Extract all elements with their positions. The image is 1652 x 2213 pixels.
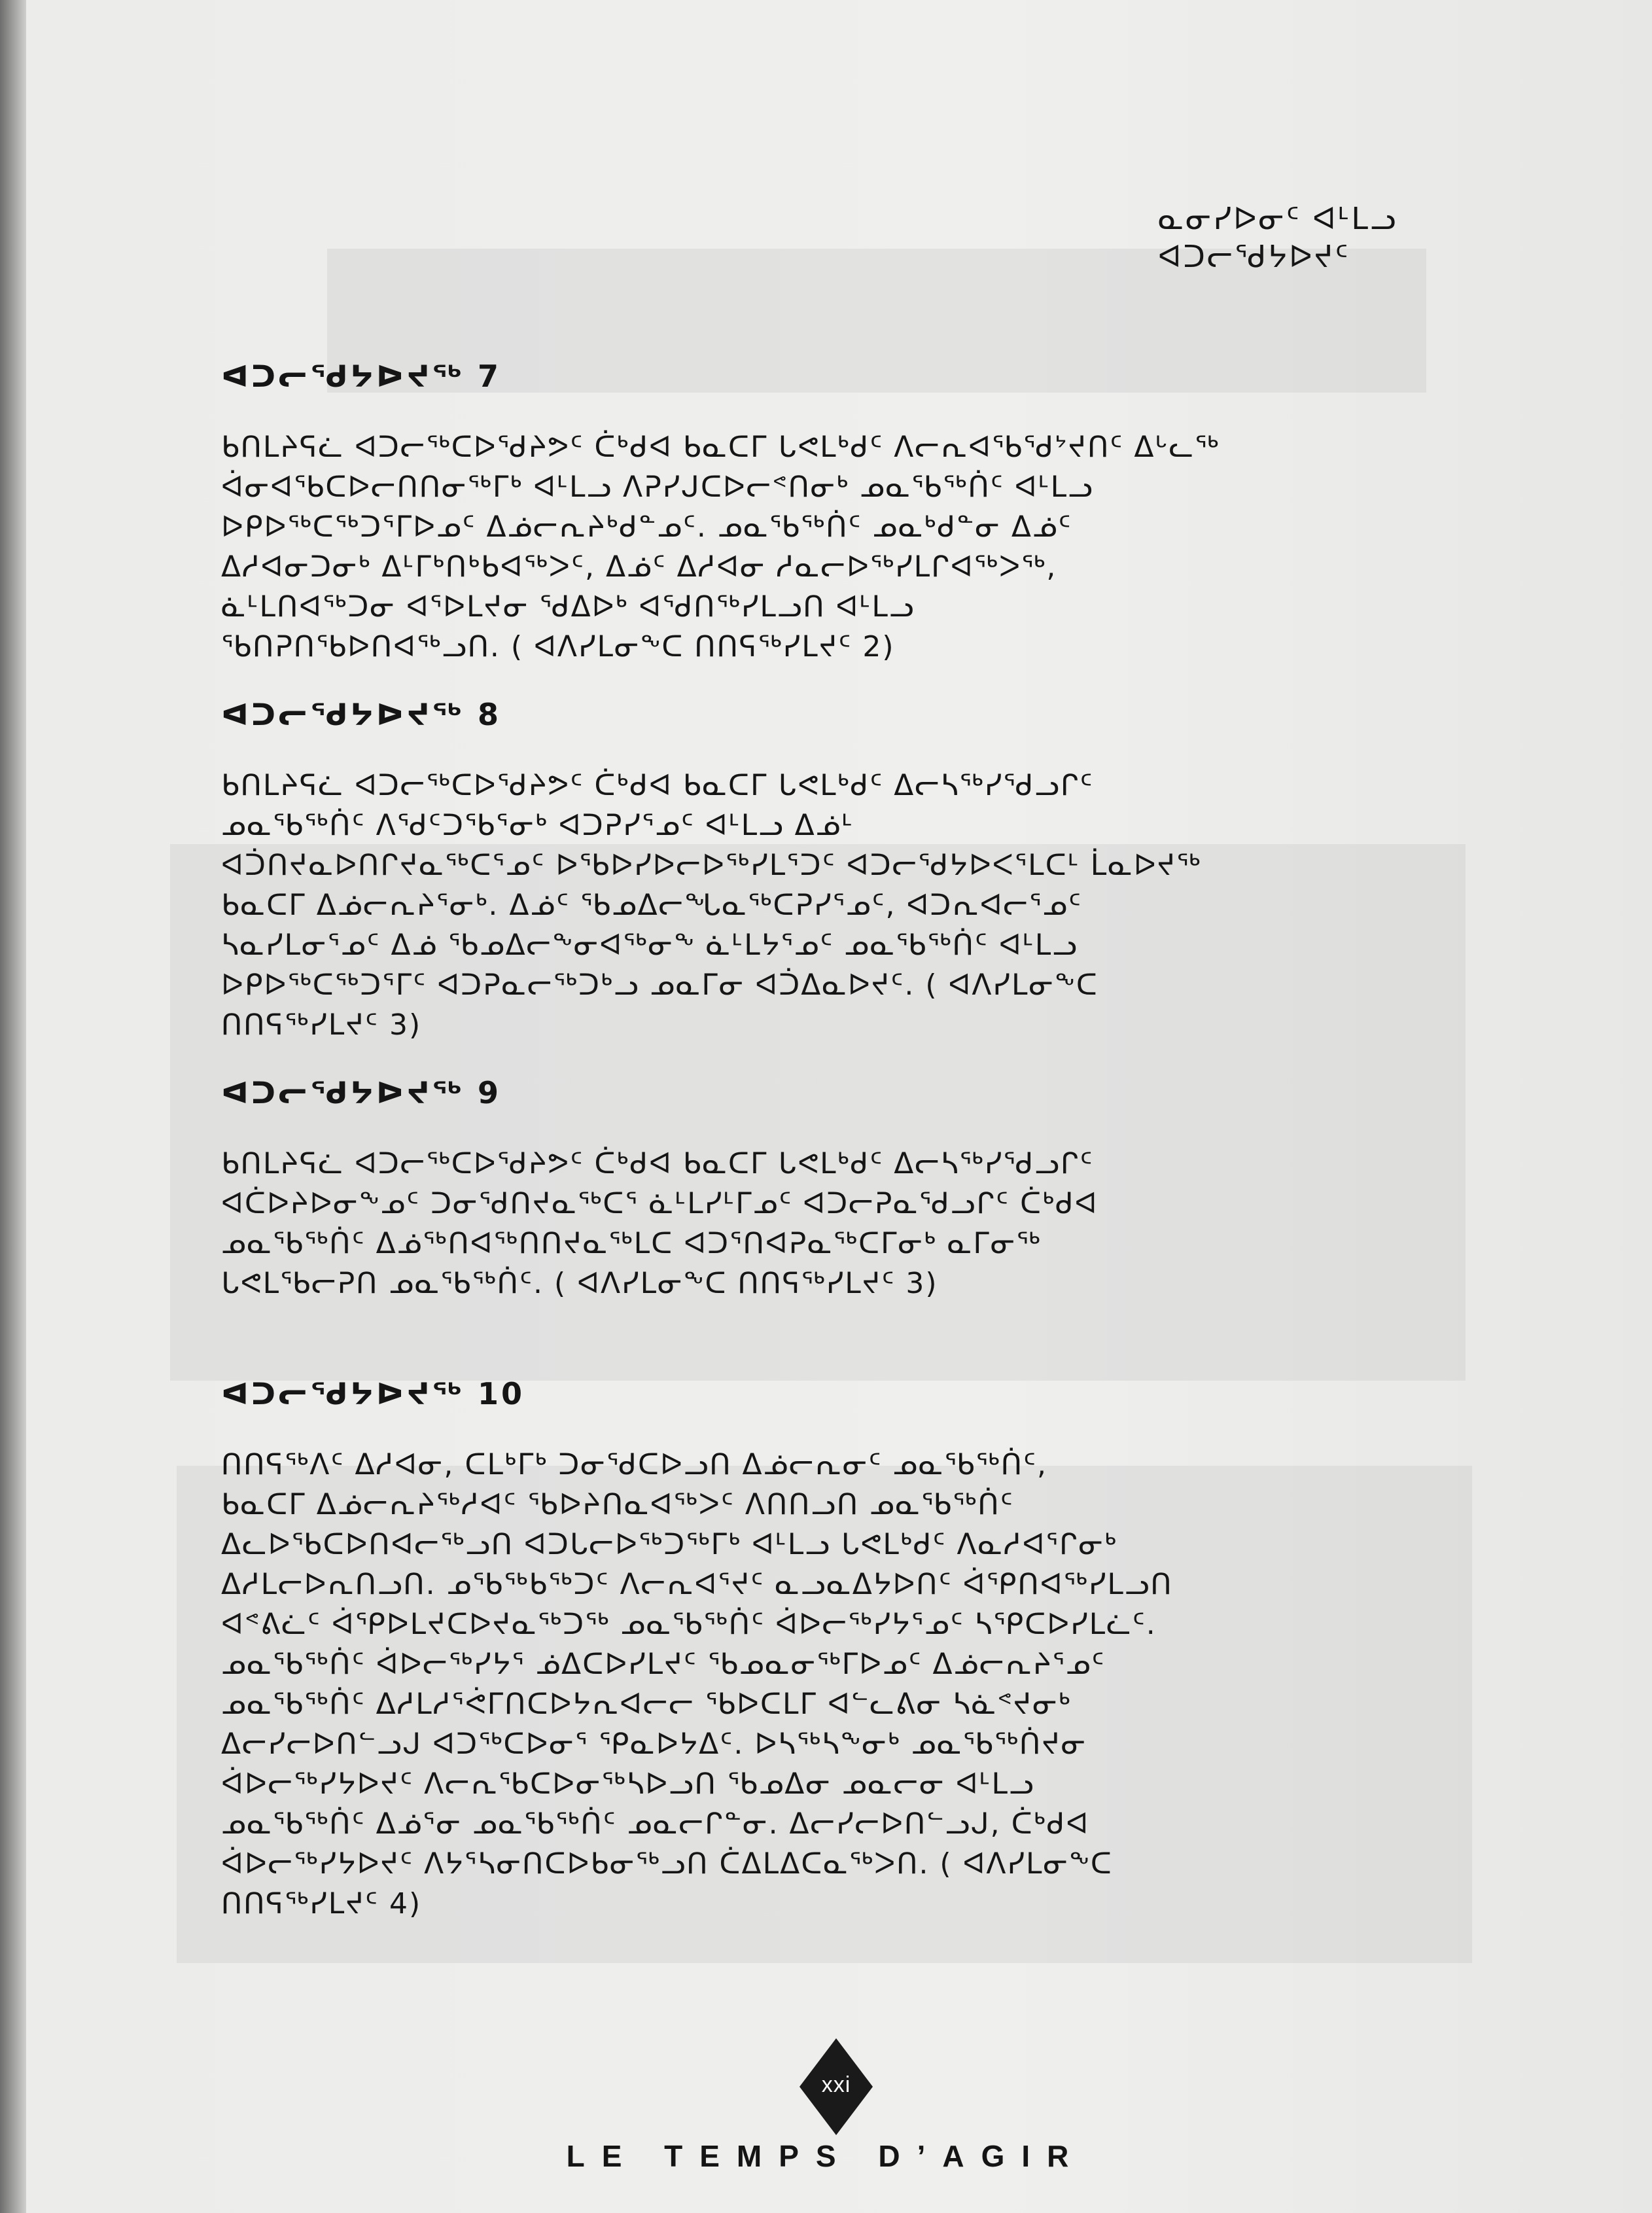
page-number: xxi — [821, 2072, 851, 2097]
footer-title: LE TEMPS D’AGIR — [566, 2139, 1086, 2173]
section-body: ᑎᑎᕋᖅᐱᑦ ᐃᓱᐊᓂ, ᑕᒪᒃᒥᒃ ᑐᓂᖁᑕᐅᓗᑎ ᐃᓅᓕᕆᓂᑦ ᓄᓇᖃᖅᑏᑦ, ᑲᓇᑕᒥ ᐃᓅᓕᕆᔨᖅᓱᐊᑦ ᖃᐅᔨᑎᓇᐊᖅᐳᑦ ᐱᑎᑎᓗᑎ ᓄᓇᖃᖅᑏᑦ ᐃᓚᐅᖃᑕᐅᑎᐊᓕᖅᓗᑎ ᐊᑐᒐᓕᐅᖅᑐᖅᒥᒃ ᐊᒻᒪᓗ ᒐᕙᒪᒃᑯᑦ ᐱᓇᓱᐊᕐᒋᓂᒃ ᐃᓱᒪᓕᐅᕆᑎᓗᑎ. ᓄᖃᖅᑲᖅᑐᑦ ᐱᓕᕆᐊᕐᔪᑦ ᓇᓗᓇᐃᔭᐅᑎᑦ ᐋᕿᑎᐊᖅᓯᒪᓗᑎ ᐊᕝᕕᓛᑦ ᐋᕿᐅᒪᔪᑕᐅᔪᓇᖅᑐᖅ ᓄᓇᖃᖅᑏᑦ ᐋᐅᓕᖅᓯᔭᕐᓄᑦ ᓴᕿᑕᐅᓯᒪᓛᑦ. ᓄᓇᖃᖅᑏᑦ ᐋᐅᓕᖅᓯᔭᕐ ᓅᐃᑕᐅᓯᒪᔪᑦ ᖃᓄᓇᓂᖅᒥᐅᓄᑦ ᐃᓅᓕᕆᔨᕐᓄᑦ ᓄᓇᖃᖅᑏᑦ ᐃᓱᒪᓱᕐᕚᒥᑎᑕᐅᔭᕆᐊᓕᓕ ᖃᐅᑕᒪᒥ ᐊᓪᓚᕕᓂ ᓴᓈᕝᔪᓂᒃ ᐃᓕᓯᓕᐅᑎᓪᓗᒍ ᐊᑐᖅᑕᐅᓂᕐ ᕿᓇᐅᔭᐃᑦ. ᐅᓴᖅᓴᖕᓂᒃ ᓄᓇᖃᖅᑏᔪᓂ ᐋᐅᓕᖅᓯᔭᐅᔪᑦ ᐱᓕᕆᖃᑕᐅᓂᖅᓴᐅᓗᑎ ᖃᓄᐃᓂ ᓄᓇᓕᓂ ᐊᒻᒪᓗ ᓄᓇᖃᖅᑏᑦ ᐃᓅᕐᓂ ᓄᓇᖃᖅᑏᑦ ᓄᓇᓕᒋᓐᓂ. ᐃᓕᓯᓕᐅᑎᓪᓗᒍ, ᑖᒃᑯᐊ ᐋᐅᓕᖅᓯᔭᐅᔪᑦ ᐱᔭᕐᓴᓂᑎᑕᐅᑲᓂᖅᓗᑎ ᑖᐃᒪᐃᑕᓇᖅᐳᑎ. ( ᐊᐱᓯᒪᓂᖕᑕ ᑎᑎᕋᖅᓯᒪᔪᑦ 4) — [221, 1448, 1173, 1921]
signature-line: ᐊᑐᓕᖁᔭᐅᔪᑦ — [1158, 239, 1350, 274]
section-body: ᑲᑎᒪᔨᕋᓛ ᐊᑐᓕᖅᑕᐅᖁᔨᕗᑦ ᑖᒃᑯᐊ ᑲᓇᑕᒥ ᒐᕙᒪᒃᑯᑦ ᐱᓕᕆᐊᖃᖁᔾᔪᑎᑦ ᐃᒡᓚᖅ ᐋᓂᐊᖃᑕᐅᓕᑎᑎᓂᖅᒥᒃ ᐊᒻᒪᓗ ᐱᕈᓯᒍᑕᐅᓕᕝᑎᓂᒃ ᓄᓇᖃᖅᑏᑦ ᐊᒻᒪᓗ ᐅᑭᐅᖅᑕᖅᑐᕐᒥᐅᓄᑦ ᐃᓅᓕᕆᔨᒃᑯᓐᓄᑦ. ᓄᓇᖃᖅᑏᑦ ᓄᓇᒃᑯᓐᓂ ᐃᓅᑦ ᐃᓱᐊᓂᑐᓂᒃ ᐃᒻᒥᒃᑎᒃᑲᐊᖅᐳᑦ, ᐃᓅᑦ ᐃᓱᐊᓂ ᓱᓇᓕᐅᖅᓯᒪᒋᐊᖅᐳᖅ, ᓈᒻᒪᑎᐊᖅᑐᓂ ᐊᕐᐅᒪᔪᓂ ᖁᐃᐅᒃ ᐊᖁᑎᖅᓯᒪᓗᑎ ᐊᒻᒪᓗ ᖃᑎᕈᑎᖃᐅᑎᐊᖅᓗᑎ. ( ᐊᐱᓯᒪᓂᖕᑕ ᑎᑎᕋᖅᓯᒪᔪᑦ 2) — [221, 431, 1220, 664]
section-heading: ᐊᑐᓕᖁᔭᐅᔪᖅ 10 — [221, 1376, 525, 1411]
signature-block — [1158, 200, 1485, 275]
section-body: ᑲᑎᒪᔨᕋᓛ ᐊᑐᓕᖅᑕᐅᖁᔨᕗᑦ ᑖᒃᑯᐊ ᑲᓇᑕᒥ ᒐᕙᒪᒃᑯᑦ ᐃᓕᓴᖅᓯᖁᓗᒋᑦ ᓄᓇᖃᖅᑏᑦ ᐱᖁᑦᑐᖃᕐᓂᒃ ᐊᑐᕈᓯᕐᓄᑦ ᐊᒻᒪᓗ ᐃᓅᒻ ᐊᑑᑎᔪᓇᐅᑎᒋᔪᓇᖅᑕᕐᓄᑦ ᐅᖃᐅᓯᐅᓕᐅᖅᓯᒪᕐᑐᑦ ᐊᑐᓕᖁᔭᐅᐸᕐᒪᑕᒻ ᒫᓇᐅᔪᖅ ᑲᓇᑕᒥ ᐃᓅᓕᕆᔨᕐᓂᒃ. ᐃᓅᑦ ᖃᓄᐃᓕᖓᓇᖅᑕᕈᓯᕐᓄᑦ, ᐊᑐᕆᐊᓕᕐᓄᑦ ᓴᓇᓯᒪᓂᕐᓄᑦ ᐃᓅ ᖃᓄᐃᓕᖕᓂᐊᖅᓂᖕ ᓈᒻᒪᔭᕐᓄᑦ ᓄᓇᖃᖅᑏᑦ ᐊᒻᒪᓗ ᐅᑭᐅᖅᑕᖅᑐᕐᒥᑦ ᐊᑐᕈᓇᓕᖅᑐᒃᓗ ᓄᓇᒥᓂ ᐊᑑᐃᓇᐅᔪᑦ. ( ᐊᐱᓯᒪᓂᖕᑕ ᑎᑎᕋᖅᓯᒪᔪᑦ 3) — [221, 769, 1202, 1042]
signature-line: ᓇᓂᓯᐅᓂᑦ ᐊᒻᒪᓗ — [1158, 201, 1398, 236]
page-spine-edge — [0, 0, 26, 2213]
recommendation-section — [221, 1374, 1503, 1924]
page-number-badge — [800, 2038, 873, 2135]
recommendation-section — [221, 1073, 1503, 1303]
section-heading: ᐊᑐᓕᖁᔭᐅᔪᖅ 7 — [221, 359, 502, 394]
section-body: ᑲᑎᒪᔨᕋᓛ ᐊᑐᓕᖅᑕᐅᖁᔨᕗᑦ ᑖᒃᑯᐊ ᑲᓇᑕᒥ ᒐᕙᒪᒃᑯᑦ ᐃᓕᓴᖅᓯᖁᓗᒋᑦ ᐊᑖᐅᔨᐅᓂᖕᓄᑦ ᑐᓂᖁᑎᔪᓇᖅᑕᕐ ᓈᒻᒪᓯᒻᒥᓄᑦ ᐊᑐᓕᕈᓇᖁᓗᒋᑦ ᑖᒃᑯᐊ ᓄᓇᖃᖅᑏᑦ ᐃᓅᖅᑎᐊᖅᑎᑎᔪᓇᖅᒪᑕ ᐊᑐᕐᑎᐊᕈᓇᖅᑕᒥᓂᒃ ᓇᒥᓂᖅ ᒐᕙᒪᖃᓕᕈᑎ ᓄᓇᖃᖅᑏᑦ. ( ᐊᐱᓯᒪᓂᖕᑕ ᑎᑎᕋᖅᓯᒪᔪᑦ 3) — [221, 1147, 1098, 1300]
recommendation-section — [221, 357, 1503, 667]
section-heading: ᐊᑐᓕᖁᔭᐅᔪᖅ 8 — [221, 697, 502, 732]
section-heading: ᐊᑐᓕᖁᔭᐅᔪᖅ 9 — [221, 1075, 502, 1110]
recommendation-section — [221, 695, 1503, 1045]
